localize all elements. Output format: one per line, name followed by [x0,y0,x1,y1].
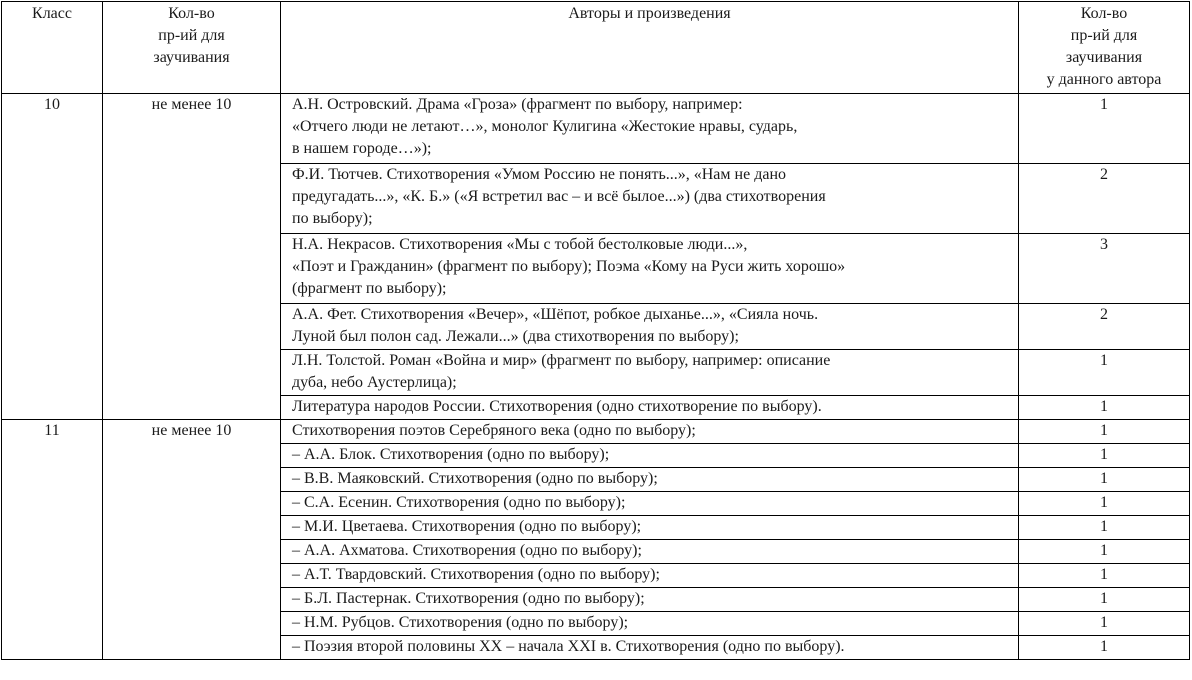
author-cell: А.Н. Островский. Драма «Гроза» (фрагмент по выбору, например: «Отчего люди не летают…», монолог Кулигина «Жестокие нравы, сударь, в нашем городе…»); [281,94,1019,164]
author-cell: – М.И. Цветаева. Стихотворения (одно по выбору); [281,516,1019,540]
header-count-author: Кол-во пр-ий для заучивания у данного автора [1019,2,1190,94]
author-count-cell: 1 [1019,564,1190,588]
author-cell: – Поэзия второй половины XX – начала XXI в. Стихотворения (одно по выбору). [281,636,1019,660]
author-count-cell: 1 [1019,612,1190,636]
author-count-cell: 2 [1019,304,1190,350]
grade-count-cell: не менее 10 [103,420,281,660]
author-count-cell: 1 [1019,444,1190,468]
author-count-cell: 1 [1019,396,1190,420]
author-count-cell: 1 [1019,468,1190,492]
author-count-cell: 3 [1019,234,1190,304]
author-count-cell: 1 [1019,540,1190,564]
author-cell: – А.А. Ахматова. Стихотворения (одно по выбору); [281,540,1019,564]
author-count-cell: 1 [1019,94,1190,164]
author-cell: – А.Т. Твардовский. Стихотворения (одно по выбору); [281,564,1019,588]
author-cell: – В.В. Маяковский. Стихотворения (одно по выбору); [281,468,1019,492]
author-count-cell: 1 [1019,492,1190,516]
author-count-cell: 1 [1019,636,1190,660]
author-count-cell: 1 [1019,350,1190,396]
author-count-cell: 2 [1019,164,1190,234]
table-row [2,94,1190,164]
author-cell: Н.А. Некрасов. Стихотворения «Мы с тобой бестолковые люди...», «Поэт и Гражданин» (фрагмент по выбору); Поэма «Кому на Руси жить хорошо» (фрагмент по выбору); [281,234,1019,304]
author-count-cell: 1 [1019,588,1190,612]
author-cell: А.А. Фет. Стихотворения «Вечер», «Шёпот, робкое дыханье...», «Сияла ночь. Луной был полон сад. Лежали...» (два стихотворения по выбору); [281,304,1019,350]
author-cell: Л.Н. Толстой. Роман «Война и мир» (фрагмент по выбору, например: описание дуба, небо Аустерлица); [281,350,1019,396]
grade-cell: 10 [2,94,103,420]
header-count: Кол-во пр-ий для заучивания [103,2,281,94]
header-class: Класс [2,2,103,94]
author-cell: Литература народов России. Стихотворения (одно стихотворение по выбору). [281,396,1019,420]
author-count-cell: 1 [1019,516,1190,540]
author-cell: Стихотворения поэтов Серебряного века (одно по выбору); [281,420,1019,444]
author-cell: – А.А. Блок. Стихотворения (одно по выбору); [281,444,1019,468]
header-authors: Авторы и произведения [281,2,1019,94]
author-count-cell: 1 [1019,420,1190,444]
table-row [2,420,1190,444]
grade-count-cell: не менее 10 [103,94,281,420]
author-cell: Ф.И. Тютчев. Стихотворения «Умом Россию не понять...», «Нам не дано предугадать...», «К. Б.» («Я встретил вас – и всё былое...») (два стихотворения по выбору); [281,164,1019,234]
author-cell: – Б.Л. Пастернак. Стихотворения (одно по выбору); [281,588,1019,612]
author-cell: – Н.М. Рубцов. Стихотворения (одно по выбору); [281,612,1019,636]
grade-cell: 11 [2,420,103,660]
header-row [2,2,1190,94]
author-cell: – С.А. Есенин. Стихотворения (одно по выбору); [281,492,1019,516]
literature-memorization-table [1,1,1190,660]
